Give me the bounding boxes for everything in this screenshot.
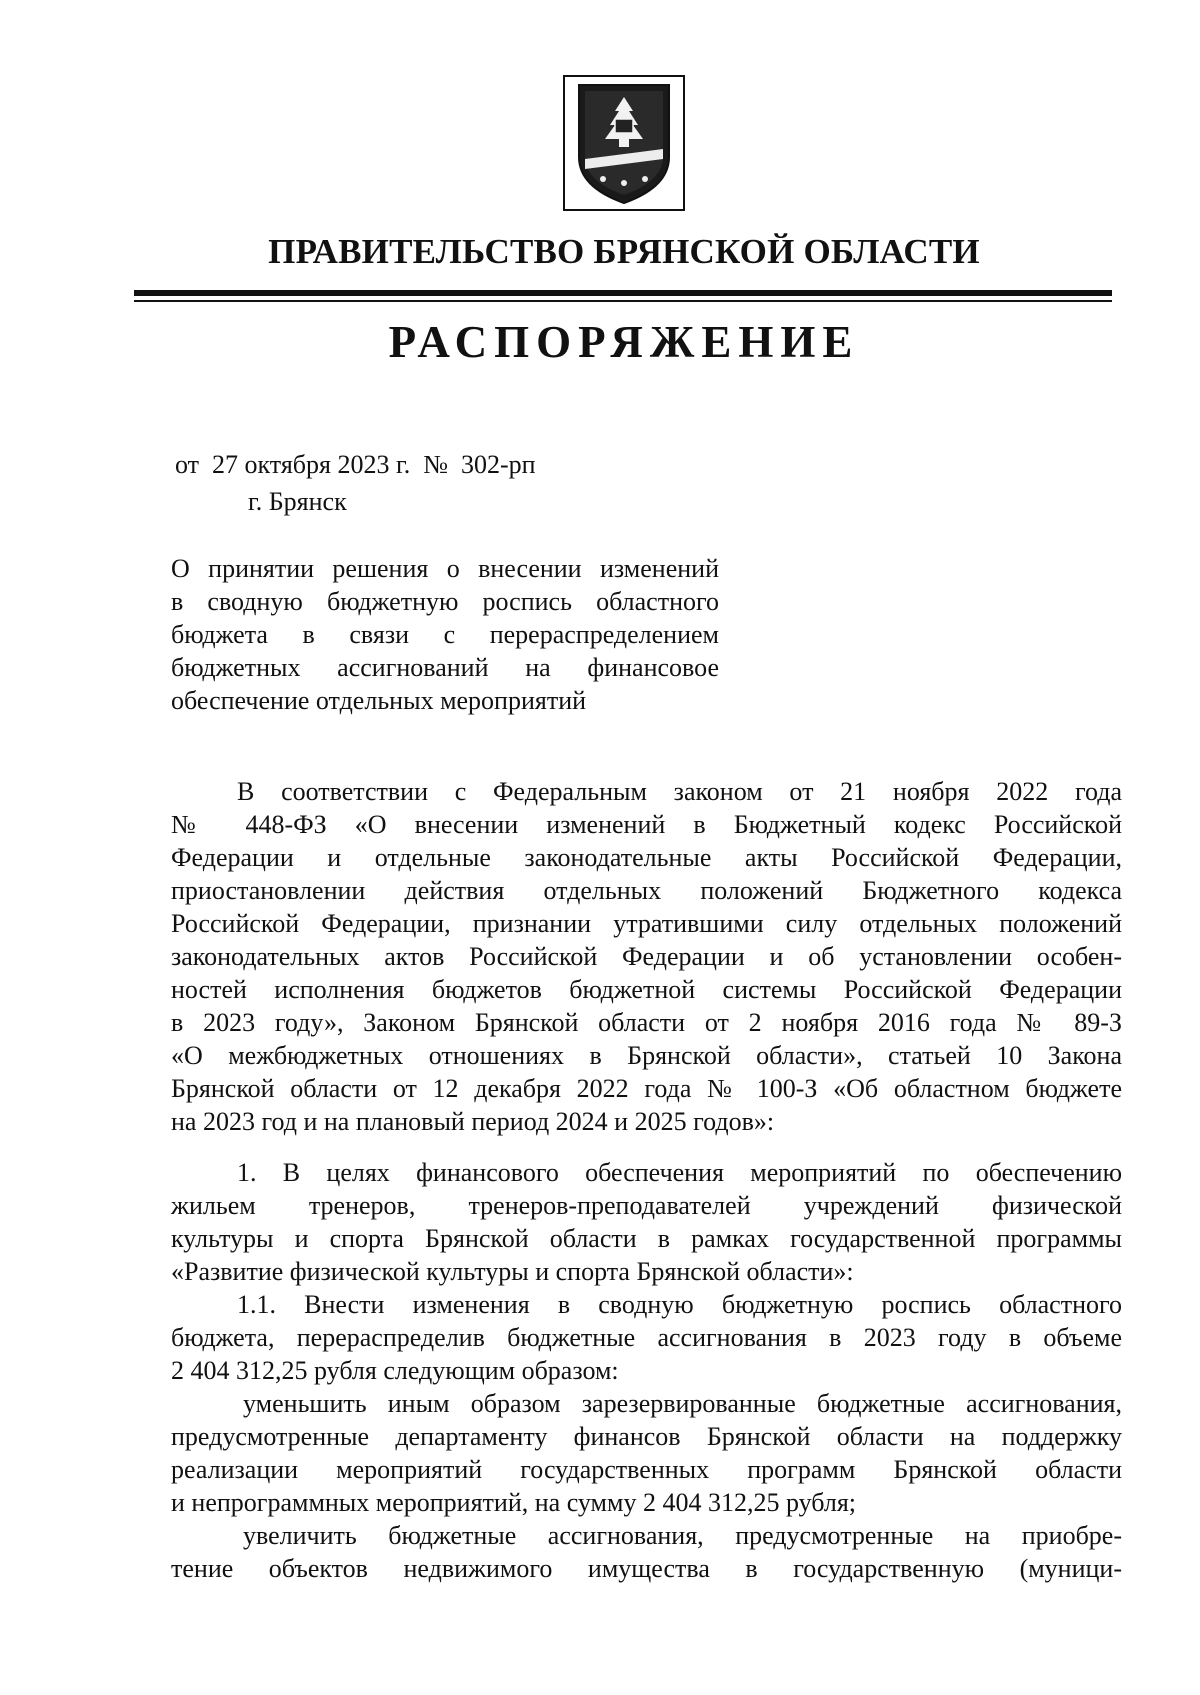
body-line: увеличить бюджетные ассигнования, предусмотренные на приобре- <box>243 1521 1122 1550</box>
body-line: 2 404 312,25 рубля следующим образом: <box>171 1356 619 1385</box>
body-line: уменьшить иным образом зарезервированные бюджетные ассигнования, <box>243 1389 1122 1418</box>
header-rule-thick <box>134 290 1112 296</box>
document-type-title: РАСПОРЯЖЕНИЕ <box>388 317 860 367</box>
body-line: законодательных актов Российской Федерации и об установлении особен- <box>171 942 1122 971</box>
bryansk-oblast-coat-of-arms-icon <box>563 75 685 211</box>
date-and-number: от 27 октября 2023 г. № 302-рп <box>175 450 536 479</box>
city: г. Брянск <box>248 487 347 516</box>
body-line: ностей исполнения бюджетов бюджетной системы Российской Федерации <box>171 975 1122 1004</box>
body-line: 1.1. Внести изменения в сводную бюджетную роспись областного <box>237 1290 1122 1319</box>
body-line: Федерации и отдельные законодательные акты Российской Федерации, <box>171 843 1122 872</box>
subject-line: О принятии решения о внесении изменений <box>171 554 719 583</box>
body-line: приостановлении действия отдельных положений Бюджетного кодекса <box>171 876 1122 905</box>
preamble-paragraph <box>171 775 1122 1138</box>
decrease-paragraph <box>171 1387 1122 1519</box>
body-line: жильем тренеров, тренеров-преподавателей учреждений физической <box>171 1191 1122 1220</box>
body-line: бюджета, перераспределив бюджетные ассигнования в 2023 году в объеме <box>171 1323 1122 1352</box>
body-line: и непрограммных мероприятий, на сумму 2 404 312,25 рубля; <box>171 1488 857 1517</box>
document-subject <box>171 552 719 717</box>
body-line: 1. В целях финансового обеспечения мероприятий по обеспечению <box>237 1158 1122 1187</box>
body-line: «О межбюджетных отношениях в Брянской области», статьей 10 Закона <box>171 1041 1122 1070</box>
body-line: на 2023 год и на плановый период 2024 и 2025 годов»: <box>171 1107 775 1136</box>
body-line: тение объектов недвижимого имущества в государственную (муници- <box>171 1554 1122 1583</box>
body-line: «Развитие физической культуры и спорта Брянской области»: <box>171 1257 854 1286</box>
subject-line: бюджетных ассигнований на финансовое <box>171 653 719 682</box>
document-body <box>171 775 1122 1585</box>
item-1-paragraph <box>171 1156 1122 1288</box>
body-line: В соответствии с Федеральным законом от 21 ноября 2022 года <box>237 777 1122 806</box>
subject-line: обеспечение отдельных мероприятий <box>171 686 587 715</box>
body-line: реализации мероприятий государственных программ Брянской области <box>171 1455 1122 1484</box>
body-line: Российской Федерации, признании утратившими силу отдельных положений <box>171 909 1122 938</box>
body-line: Брянской области от 12 декабря 2022 года № 100-З «Об областном бюджете <box>171 1074 1122 1103</box>
body-line: предусмотренные департаменту финансов Брянской области на поддержку <box>171 1422 1122 1451</box>
header-rule-thin <box>134 300 1112 302</box>
organization-name: ПРАВИТЕЛЬСТВО БРЯНСКОЙ ОБЛАСТИ <box>268 232 980 271</box>
body-line: культуры и спорта Брянской области в рамках государственной программы <box>171 1224 1122 1253</box>
increase-paragraph <box>171 1519 1122 1585</box>
body-line: № 448-ФЗ «О внесении изменений в Бюджетный кодекс Российской <box>171 810 1122 839</box>
subject-line: в сводную бюджетную роспись областного <box>171 587 719 616</box>
body-line: в 2023 году», Законом Брянской области от 2 ноября 2016 года № 89-З <box>171 1008 1122 1037</box>
item-1-1-paragraph <box>171 1288 1122 1387</box>
subject-line: бюджета в связи с перераспределением <box>171 620 719 649</box>
